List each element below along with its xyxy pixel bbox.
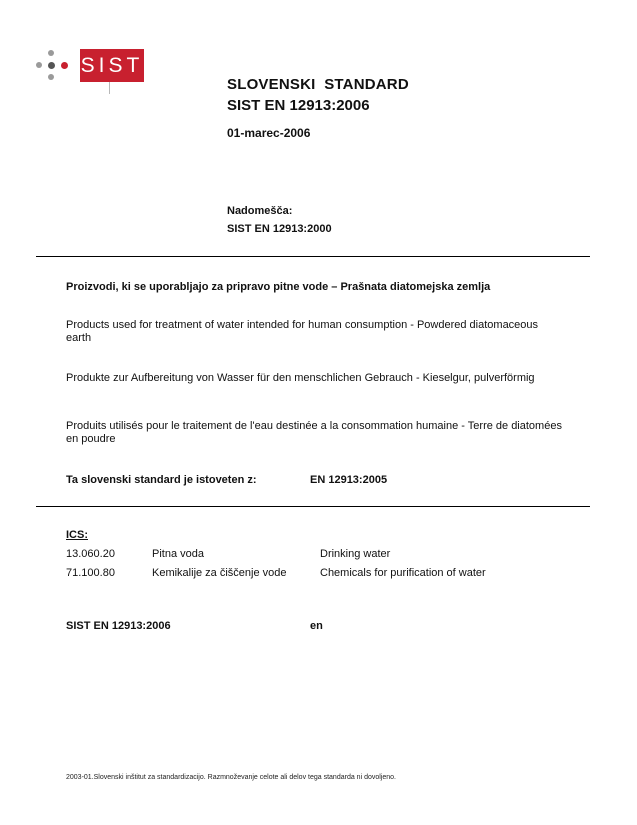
ics-code: 13.060.20 [66,548,115,560]
logo-dot-right [61,62,68,69]
identical-value: EN 12913:2005 [310,474,388,486]
footer-language: en [310,620,323,632]
ics-description-en: Chemicals for purification of water [320,567,486,579]
logo-dot-center [48,62,55,69]
copyright-notice: 2003-01.Slovenski inštitut za standardizacijo. Razmnoževanje celote ali delov tega standarda ni dovoljeno. [66,774,396,781]
ics-description-sl: Pitna voda [152,548,204,560]
ics-description-sl: Kemikalije za čiščenje vode [152,567,287,579]
title-french: Produits utilisés pour le traitement de l'eau destinée a la consommation humaine - Terre de diatomées en poudre [66,420,562,445]
divider-top [36,256,590,257]
logo-dot-left [36,62,42,68]
standard-date: 01-marec-2006 [227,126,311,140]
logo-dot-top [48,50,54,56]
ics-code: 71.100.80 [66,567,115,579]
logo-divider [109,82,110,94]
footer-standard-code: SIST EN 12913:2006 [66,620,171,632]
sist-logo [36,48,166,94]
replaces-label: Nadomešča: [227,205,293,217]
logo-dot-bottom [48,74,54,80]
standard-code: SIST EN 12913:2006 [227,97,370,114]
identical-label: Ta slovenski standard je istoveten z: [66,474,257,486]
title-slovenian: Proizvodi, ki se uporabljajo za pripravo pitne vode – Prašnata diatomejska zemlja [66,281,491,293]
divider-middle [36,506,590,507]
ics-label: ICS: [66,529,88,541]
logo-wordmark: SIST [80,49,144,82]
title-german: Produkte zur Aufbereitung von Wasser für den menschlichen Gebrauch - Kieselgur, pulverförmig [66,372,535,384]
title-english: Products used for treatment of water intended for human consumption - Powdered diatomaceous earth [66,319,539,344]
standard-type: SLOVENSKI STANDARD [227,76,409,93]
replaces-code: SIST EN 12913:2000 [227,223,332,235]
ics-description-en: Drinking water [320,548,391,560]
